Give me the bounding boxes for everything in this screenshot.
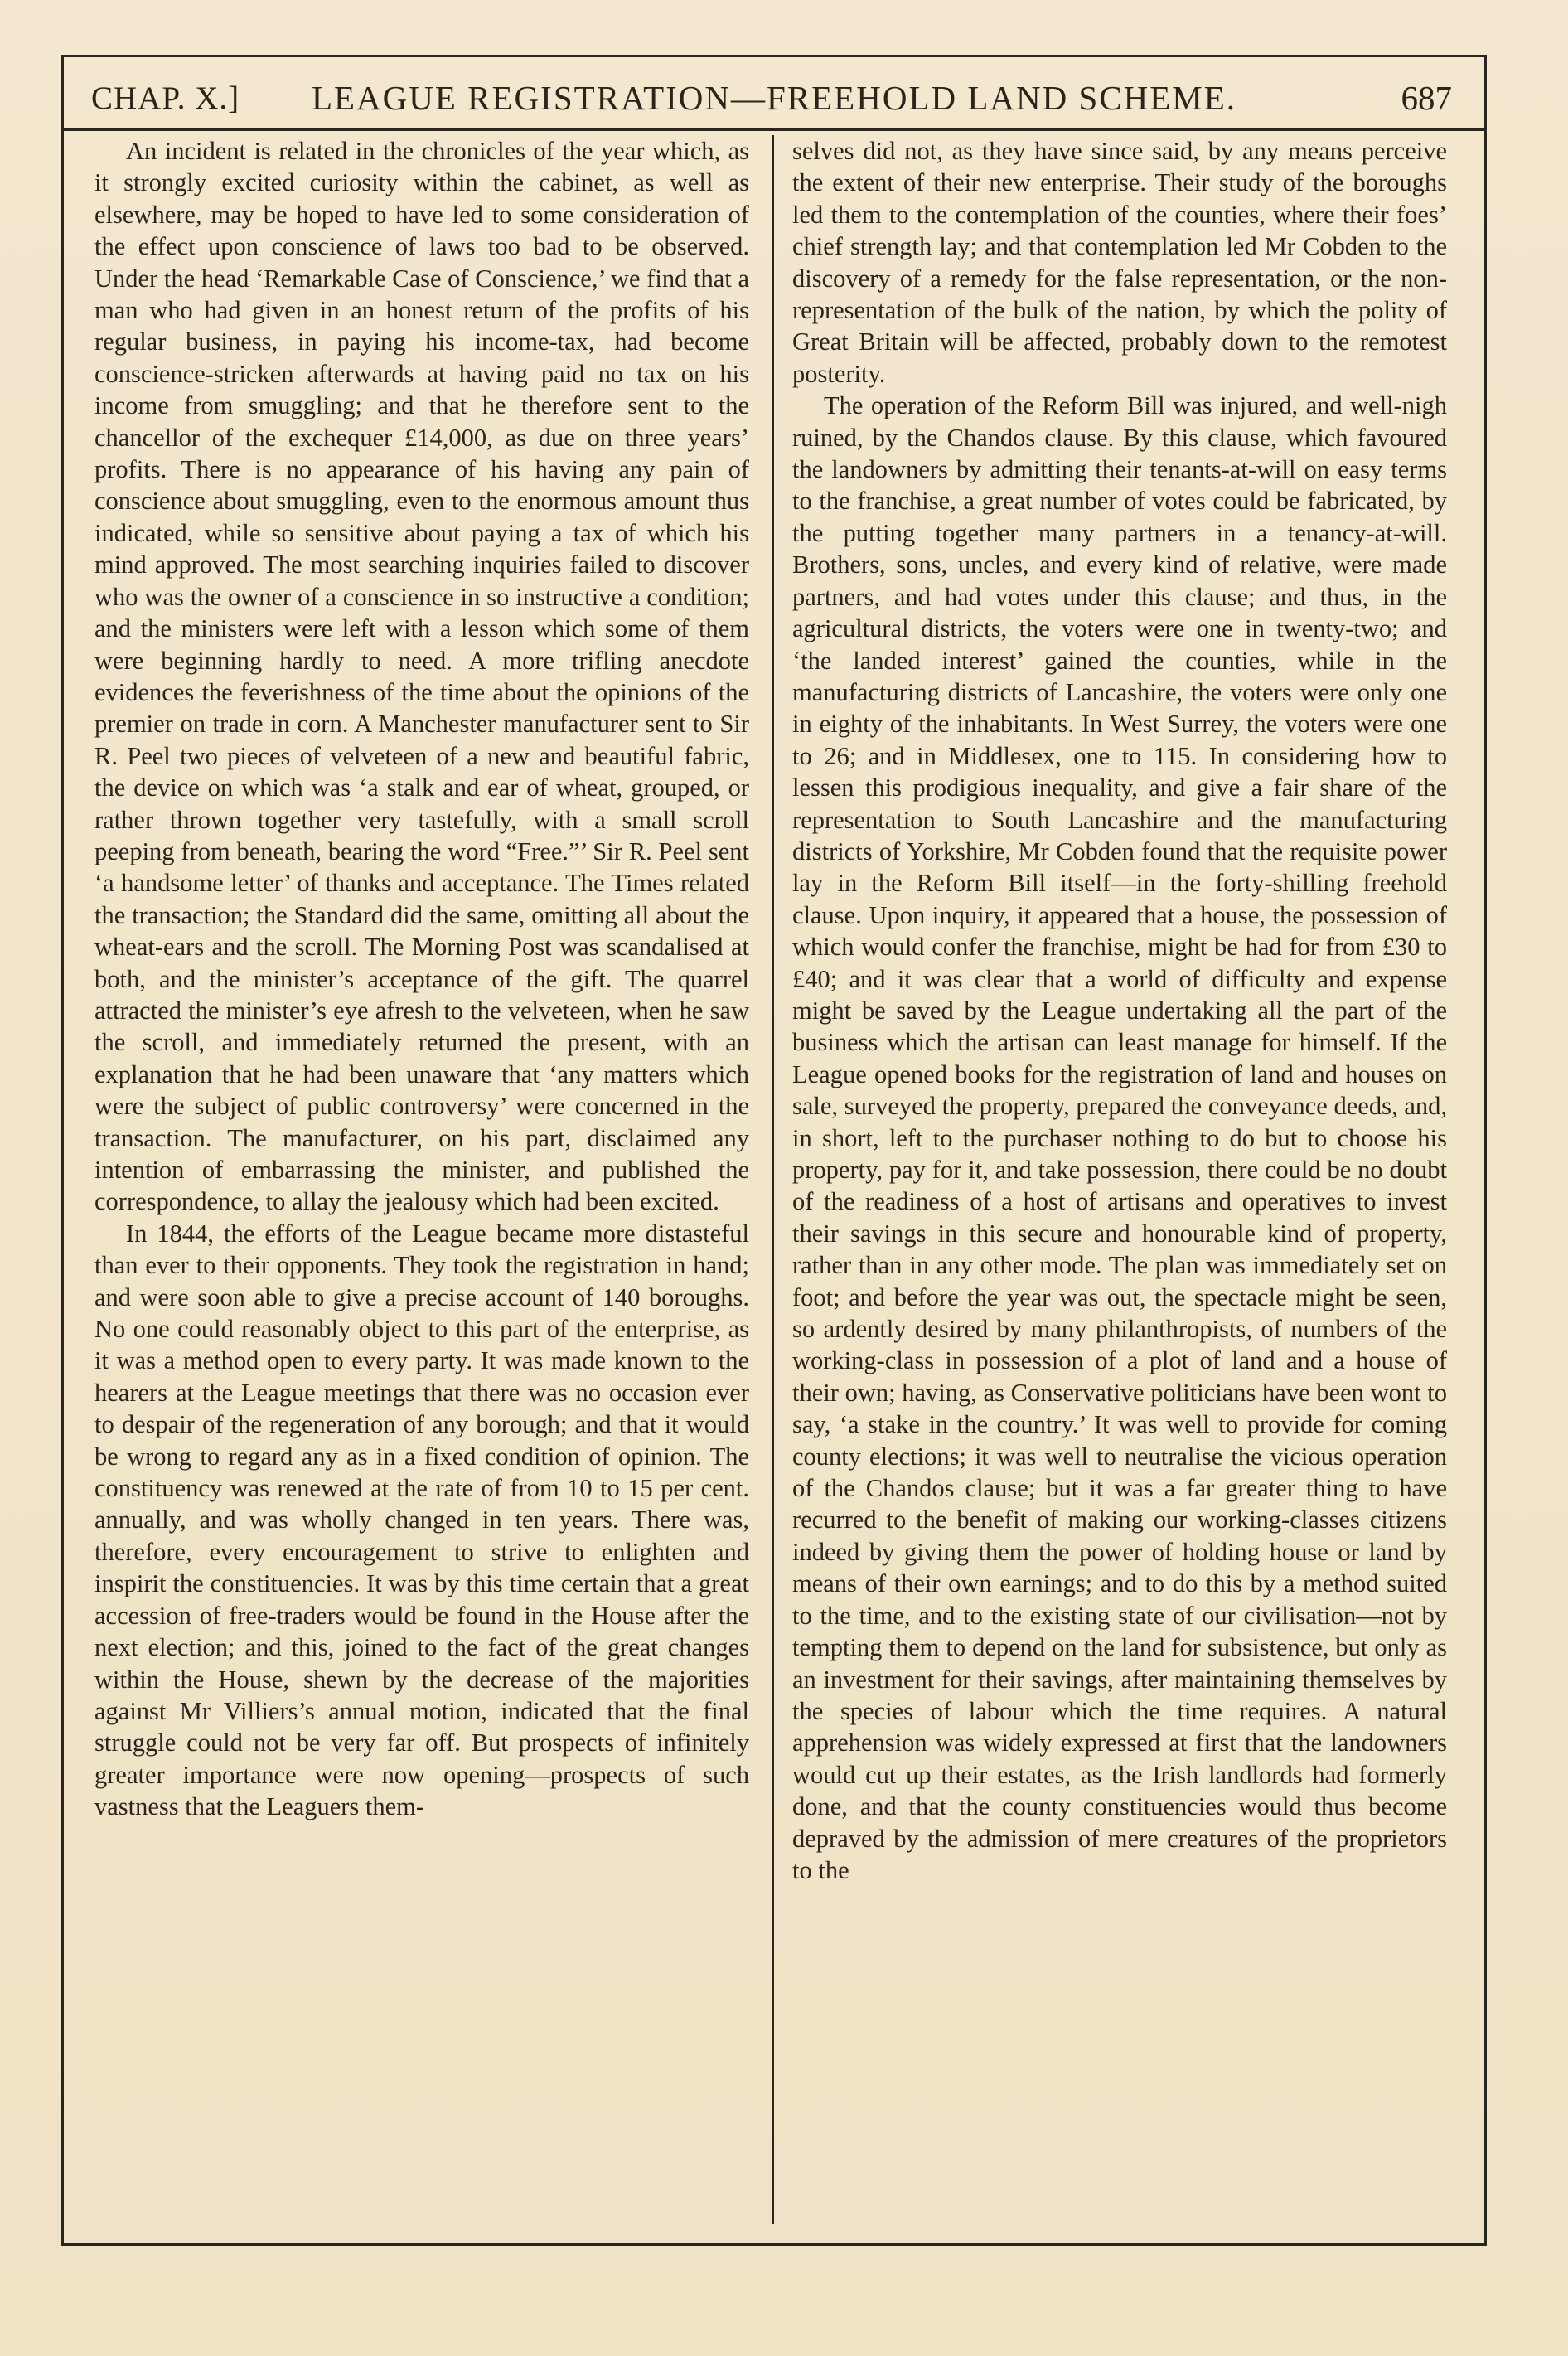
paragraph: The operation of the Reform Bill was injured, and well-nigh ruined, by the Chandos clause. By this clause, which favoured the landowners by admitting their tenants-at-will on easy terms to the franchise, a great number of votes could be fabricated, by the putting together many partners in a tenancy-at-will. Brothers, sons, uncles, and every kind of relative, were made partners, and had votes under this clause; and thus, in the agricultural districts, the voters were one in twenty-two; and ‘the landed interest’ gained the counties, while in the manufacturing districts of Lancashire, the voters were only one in eighty of the inhabitants. In West Surrey, the voters were one to 26; and in Middlesex, one to 115. In considering how to lessen this prodigious inequality, and give a fair share of the representation to South Lancashire and the manufacturing districts of Yorkshire, Mr Cobden found that the requisite power lay in the Reform Bill itself—in the forty-shilling freehold clause. Upon inquiry, it appeared that a house, the possession of which would confer the franchise, might be had for from £30 to £40; and it was clear that a world of difficulty and expense might be saved by the League undertaking all the part of the business which the artisan can least manage for himself. If the League opened books for the registration of land and houses on sale, surveyed the property, prepared the conveyance deeds, and, in short, left to the purchaser nothing to do but to choose his property, pay for it, and take possession, there could be no doubt of the readiness of a host of artisans and operatives to invest their savings in this secure and honourable kind of property, rather than in any other mode. The plan was immediately set on foot; and before the year was out, the spectacle might be seen, so ardently desired by many philanthropists, of numbers of the working-class in possession of a plot of land and a house of their own; having, as Conservative politicians have been wont to say, ‘a stake in the country.’ It was well to provide for coming county elections; it was well to neutralise the vicious operation of the Chandos clause; but it was a far greater thing to have recurred to the benefit of making our working-classes citizens indeed by giving them the power of holding house or land by means of their own earnings; and to do this by a method suited to the time, and to the existing state of our civilisation—not by tempting them to depend on the land for subsistence, but only as an investment for their savings, after maintaining themselves by the species of labour which the time requires. A natural apprehension was widely expressed at first that the landowners would cut up their estates, as the Irish landlords had formerly done, and that the county constituencies would thus become depraved by the admission of mere creatures of the proprietors to the <box>792 391 1447 1884</box>
paragraph: selves did not, as they have since said, by any means perceive the extent of their new enterprise. Their study of the boroughs led them to the contemplation of the counties, where their foes’ chief strength lay; and that contemplation led Mr Cobden to the discovery of a remedy for the false representation, or the non-representation of the bulk of the nation, by which the polity of Great Britain will be affected, probably down to the remotest posterity. <box>792 137 1447 388</box>
left-column <box>94 135 749 2218</box>
column-divider <box>772 135 774 2224</box>
paragraph: In 1844, the efforts of the League became more distasteful than ever to their opponents. They took the registration in hand; and were soon able to give a precise account of 140 boroughs. No one could reasonably object to this part of the enterprise, as it was a method open to every party. It was made known to the hearers at the League meetings that there was no occasion ever to despair of the regeneration of any borough; and that it would be wrong to regard any as in a fixed condition of opinion. The constituency was renewed at the rate of from 10 to 15 per cent. annually, and was wholly changed in ten years. There was, therefore, every encouragement to strive to enlighten and inspirit the constituencies. It was by this time certain that a great accession of free-traders would be found in the House after the next election; and this, joined to the fact of the great changes within the House, shewn by the decrease of the majorities against Mr Villiers’s annual motion, indicated that the final struggle could not be very far off. But prospects of infinitely greater importance were now opening—prospects of such vastness that the Leaguers them- <box>94 1219 749 1821</box>
bottom-rule <box>61 2243 1487 2245</box>
chapter-label: CHAP. X.] <box>91 80 240 116</box>
right-column <box>792 135 1447 2218</box>
page-number: 687 <box>1401 79 1452 117</box>
paragraph: An incident is related in the chronicles of the year which, as it strongly excited curiosity within the cabinet, as well as elsewhere, may be hoped to have led to some consideration of the effect upon conscience of laws too bad to be observed. Under the head ‘Remarkable Case of Conscience,’ we find that a man who had given in an honest return of the profits of his regular business, in paying his income-tax, had become conscience-stricken afterwards at having paid no tax on his income from smuggling; and that he therefore sent to the chancellor of the exchequer £14,000, as due on three years’ profits. There is no appearance of his having any pain of conscience about smuggling, even to the enormous amount thus indicated, while so sensitive about paying a tax of which his mind approved. The most searching inquiries failed to discover who was the owner of a conscience in so instructive a condition; and the ministers were left with a lesson which some of them were beginning hardly to need. A more trifling anecdote evidences the feverishness of the time about the opinions of the premier on trade in corn. A Manchester manufacturer sent to Sir R. Peel two pieces of velveteen of a new and beautiful fabric, the device on which was ‘a stalk and ear of wheat, grouped, or rather thrown together very tastefully, with a small scroll peeping from beneath, bearing the word “Free.”’ Sir R. Peel sent ‘a handsome letter’ of thanks and acceptance. The Times related the transaction; the Standard did the same, omitting all about the wheat-ears and the scroll. The Morning Post was scandalised at both, and the minister’s acceptance of the gift. The quarrel attracted the minister’s eye afresh to the velveteen, when he saw the scroll, and immediately returned the present, with an explanation that he had been unaware that ‘any matters which were the subject of public controversy’ were concerned in the transaction. The manufacturer, on his part, disclaimed any intention of embarrassing the minister, and published the correspondence, to allay the jealousy which had been excited. <box>94 137 749 1216</box>
running-head <box>61 55 1487 131</box>
page-title: LEAGUE REGISTRATION—FREEHOLD LAND SCHEME. <box>311 79 1237 117</box>
